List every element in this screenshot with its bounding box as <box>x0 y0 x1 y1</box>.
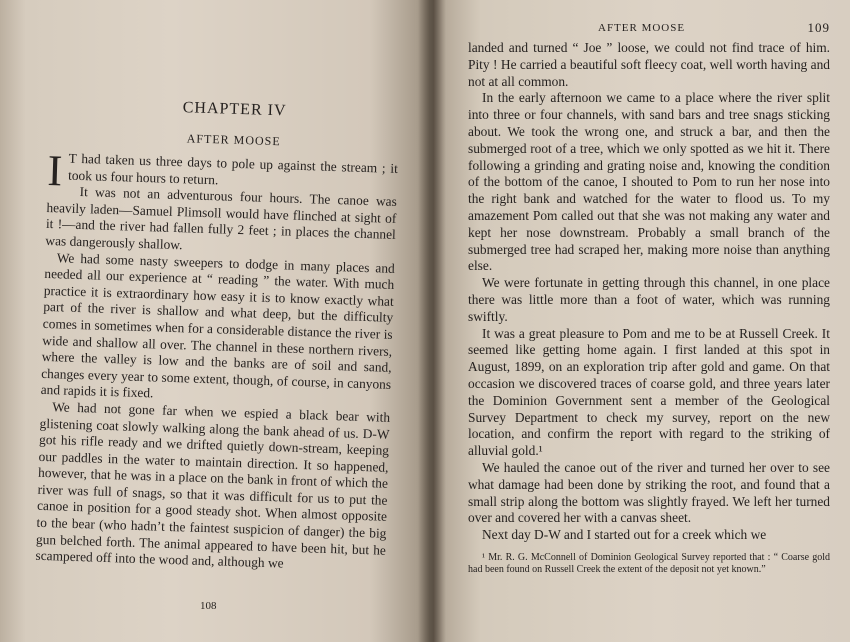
paragraph: It was not an adventurous four hours. The canoe was heavily laden—Samuel Plimsoll would have flinched at sight of it !—and the river had fallen fully 2 feet ; in places the channel was dangerously shallow. <box>45 184 398 253</box>
paragraph: We hauled the canoe out of the river and turned her over to see what damage had been done by striking the root, and found that a small strip along the bottom was slightly frayed. We left her turned over and covered her with a canvas sheet. <box>468 459 830 526</box>
left-page-content <box>35 95 400 576</box>
running-head-title: AFTER MOOSE <box>598 22 686 34</box>
paragraph: landed and turned “ Joe ” loose, we could not find trace of him. Pity ! He carried a beautiful soft fleecy coat, well worth having and not at all common. <box>468 40 830 89</box>
running-head <box>468 20 830 40</box>
paragraph: Next day D-W and I started out for a creek which we <box>482 527 767 543</box>
paragraph: We had some nasty sweepers to dodge in many places and needed all our experience at “ reading ” the water. With much practice it is extraordinary how easy it is to know exactly what part of the river is shallow and what deep, but the difficulty comes in sometimes when for a considerable distance the river is wide and shallow all over. The channel in these northern rivers, where the valley is low and the banks are of soil and sand, changes every year to some extent, though, of course, in canyons and rapids it is fixed. <box>40 249 395 401</box>
paragraph-text: T had taken us three days to pole up against the stream ; it took us four hours to return. <box>67 150 399 187</box>
footnote-text: ¹ Mr. R. G. McConnell of Dominion Geological Survey reported that : “ Coarse gold had been found on Russell Creek the extent of the deposit not yet known.” <box>468 551 830 576</box>
chapter-title: CHAPTER IV <box>182 99 287 120</box>
paragraph: We had not gone far when we espied a black bear with glistening coat slowly walking along the bank ahead of us. D-W got his rifle ready and we drifted quietly down-stream, keeping our paddles in the water to maintain direction. It so happened, however, that he was in a place on the bank in front of which the river was full of snags, so that it was difficult for us to put the canoe in position for a good steady shot. When almost opposite to the bear (who hadn’t the faintest suspicion of danger) the big gun belched forth. The animal appeared to have been hit, but he scampered off into the wood and, although we <box>35 399 391 571</box>
right-page <box>430 0 850 642</box>
footnote <box>468 552 830 577</box>
left-page-text <box>35 145 399 576</box>
paragraph: We were fortunate in getting through this channel, in one place there was little more than a foot of water, which was running swiftly. <box>468 275 830 324</box>
drop-cap: I <box>46 145 64 196</box>
paragraph: It was a great pleasure to Pom and me to be at Russell Creek. It seemed like getting home again. I first landed at this spot in August, 1899, on an exploration trip after gold and game. On that occasion we discovered traces of coarse gold, and three years later the Dominion Government sent a member of the Geological Survey Department to check my survey, report on the new location, and confirm the report with regard to the striking of alluvial gold.¹ <box>468 325 830 459</box>
right-page-text <box>468 40 830 544</box>
page-number-right: 109 <box>807 20 830 35</box>
page-number-left: 108 <box>200 600 217 612</box>
section-title: AFTER MOOSE <box>186 131 281 149</box>
book-gutter <box>418 0 446 642</box>
right-page-content <box>468 20 830 577</box>
paragraph: In the early afternoon we came to a place where the river split into three or four channels, with sand bars and tree snags sticking about. We took the wrong one, and struck a bar, and then the submerged root of a tree, which we only spotted as we hit it. There following a grinding and grating noise and, knowing the condition of the bottom of the canoe, I shouted to Pom to run her nose into the right bank and watched for the water to flood us. To my amazement Pom called out that she was not making any water and kept her nose downstream. Probably a small branch of the submerged tree had scraped her, making more noise than anything else. <box>468 90 830 274</box>
